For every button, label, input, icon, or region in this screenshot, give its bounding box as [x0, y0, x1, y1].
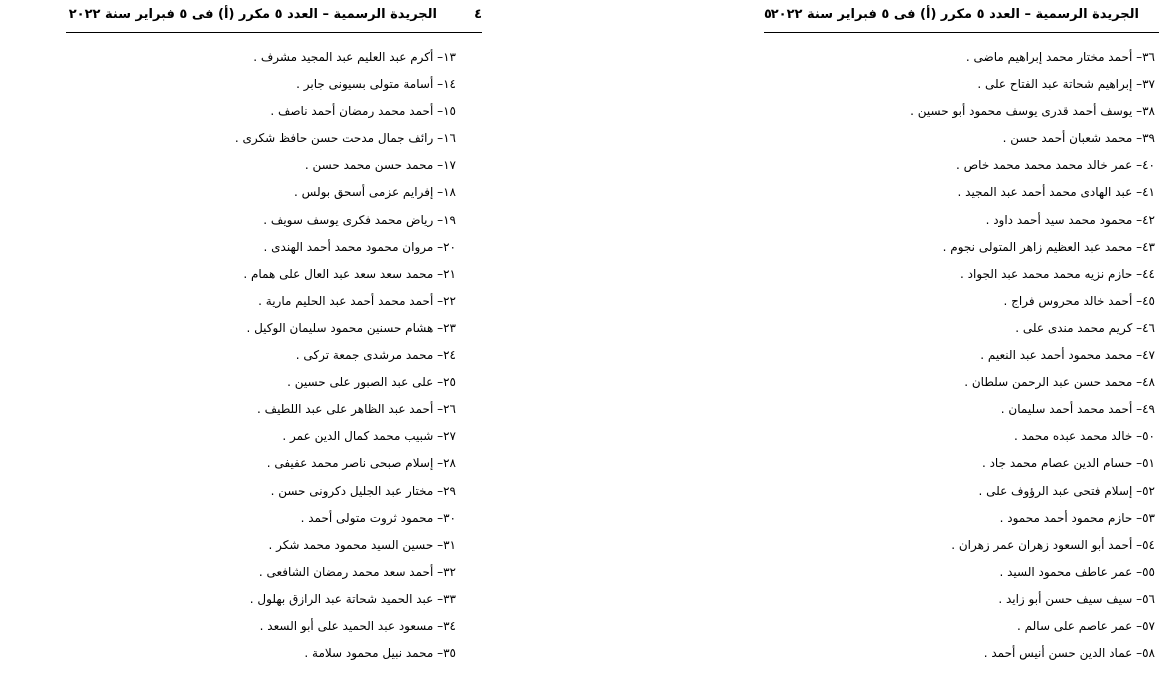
right-page-header	[764, 0, 1159, 33]
list-item: ٤٣– محمد عبد العظيم زاهر المتولى نجوم .	[942, 239, 1155, 254]
list-item: ٥٠– خالد محمد عبده محمد .	[1014, 429, 1155, 444]
left-page-header	[66, 0, 482, 33]
list-item: ٣٠– محمود ثروت متولى أحمد .	[300, 510, 456, 525]
list-item: ٢٢– أحمد محمد أحمد عبد الحليم مارية .	[258, 293, 456, 308]
list-item: ٥٨– عماد الدين حسن أنيس أحمد .	[983, 646, 1155, 661]
list-item: ٢٩– مختار عبد الجليل دكرونى حسن .	[270, 483, 456, 498]
left-page-header-title: الجريدة الرسمية – العدد ٥ مكرر (أ) فى ٥ فبراير سنة ٢٠٢٢	[68, 7, 437, 22]
list-item: ٢٦– أحمد عبد الظاهر على عبد اللطيف .	[257, 402, 456, 417]
list-item: ٢٥– على عبد الصبور على حسين .	[287, 375, 456, 390]
list-item: ٣٦– أحمد مختار محمد إبراهيم ماضى .	[965, 50, 1155, 64]
list-item: ٢٤– محمد مرشدى جمعة تركى .	[295, 348, 456, 363]
list-item: ٤٨– محمد حسن عبد الرحمن سلطان .	[964, 375, 1155, 390]
list-item: ٣١– حسين السيد محمود محمد شكر .	[268, 537, 456, 552]
right-page	[764, 0, 1159, 683]
list-item: ٣٤– مسعود عبد الحميد على أبو السعد .	[259, 618, 456, 633]
list-item: ٥٧– عمر عاصم على سالم .	[1017, 618, 1155, 633]
list-item: ٢٨– إسلام صبحى ناصر محمد عفيفى .	[266, 456, 456, 471]
list-item: ٤١– عبد الهادى محمد أحمد عبد المجيد .	[957, 185, 1155, 200]
list-item: ٤٧– محمد محمود أحمد عبد النعيم .	[980, 348, 1155, 363]
list-item: ٥٢– إسلام فتحى عبد الرؤوف على .	[978, 483, 1155, 498]
list-item: ٢١– محمد سعد سعد عبد العال على همام .	[243, 266, 456, 281]
list-item: ٤٥– أحمد خالد محروس فراج .	[1003, 293, 1155, 308]
list-item: ٥٥– عمر عاطف محمود السيد .	[999, 564, 1155, 579]
list-item: ١٦– رائف جمال مدحت حسن حافظ شكرى .	[234, 131, 456, 146]
list-item: ٢٣– هشام حسنين محمود سليمان الوكيل .	[246, 320, 456, 335]
right-page-number: ٥	[764, 7, 772, 22]
list-item: ٣٧– إبراهيم شحاتة عبد الفتاح على .	[977, 77, 1155, 92]
list-item: ٤٠– عمر خالد محمد محمد محمد خاص .	[956, 158, 1155, 173]
left-page	[66, 0, 482, 683]
list-item: ١٣– أكرم عبد العليم عبد المجيد مشرف .	[253, 50, 456, 64]
list-item: ٥٤– أحمد أبو السعود زهران عمر زهران .	[951, 537, 1155, 552]
list-item: ٢٠– مروان محمود محمد أحمد الهندى .	[263, 239, 456, 254]
left-page-name-list	[235, 44, 456, 667]
list-item: ١٥– أحمد محمد رمضان أحمد ناصف .	[270, 104, 456, 119]
list-item: ٤٢– محمود محمد سيد أحمد داود .	[985, 212, 1155, 227]
list-item: ٢٧– شبيب محمد كمال الدين عمر .	[282, 429, 456, 444]
list-item: ١٩– رياض محمد فكرى يوسف سويف .	[263, 212, 456, 227]
list-item: ١٧– محمد حسن محمد حسن .	[304, 158, 456, 173]
list-item: ١٤– أسامة متولى بسيونى جابر .	[296, 77, 456, 92]
list-item: ٤٤– حازم نزيه محمد محمد عبد الجواد .	[960, 266, 1155, 281]
list-item: ٥٣– حازم محمود أحمد محمود .	[999, 510, 1155, 525]
left-page-number: ٤	[474, 7, 482, 22]
list-item: ٤٩– أحمد محمد أحمد سليمان .	[1000, 402, 1155, 417]
list-item: ٥١– حسام الدين عصام محمد جاد .	[981, 456, 1155, 471]
list-item: ٣٨– يوسف أحمد قدرى يوسف محمود أبو حسين .	[910, 104, 1155, 119]
list-item: ٣٢– أحمد سعد محمد رمضان الشافعى .	[258, 564, 456, 579]
list-item: ٣٥– محمد نبيل محمود سلامة .	[304, 646, 456, 661]
list-item: ٣٩– محمد شعبان أحمد حسن .	[1002, 131, 1155, 146]
list-item: ٣٣– عبد الحميد شحاتة عبد الرازق بهلول .	[249, 591, 456, 606]
list-item: ٥٦– سيف سيف حسن أبو زايد .	[998, 591, 1155, 606]
list-item: ٤٦– كريم محمد مندى على .	[1015, 320, 1155, 335]
right-page-name-list	[910, 44, 1155, 667]
list-item: ١٨– إفرايم عزمى أسحق بولس .	[294, 185, 456, 200]
right-page-header-title: الجريدة الرسمية – العدد ٥ مكرر (أ) فى ٥ فبراير سنة ٢٠٢٢	[770, 7, 1139, 22]
